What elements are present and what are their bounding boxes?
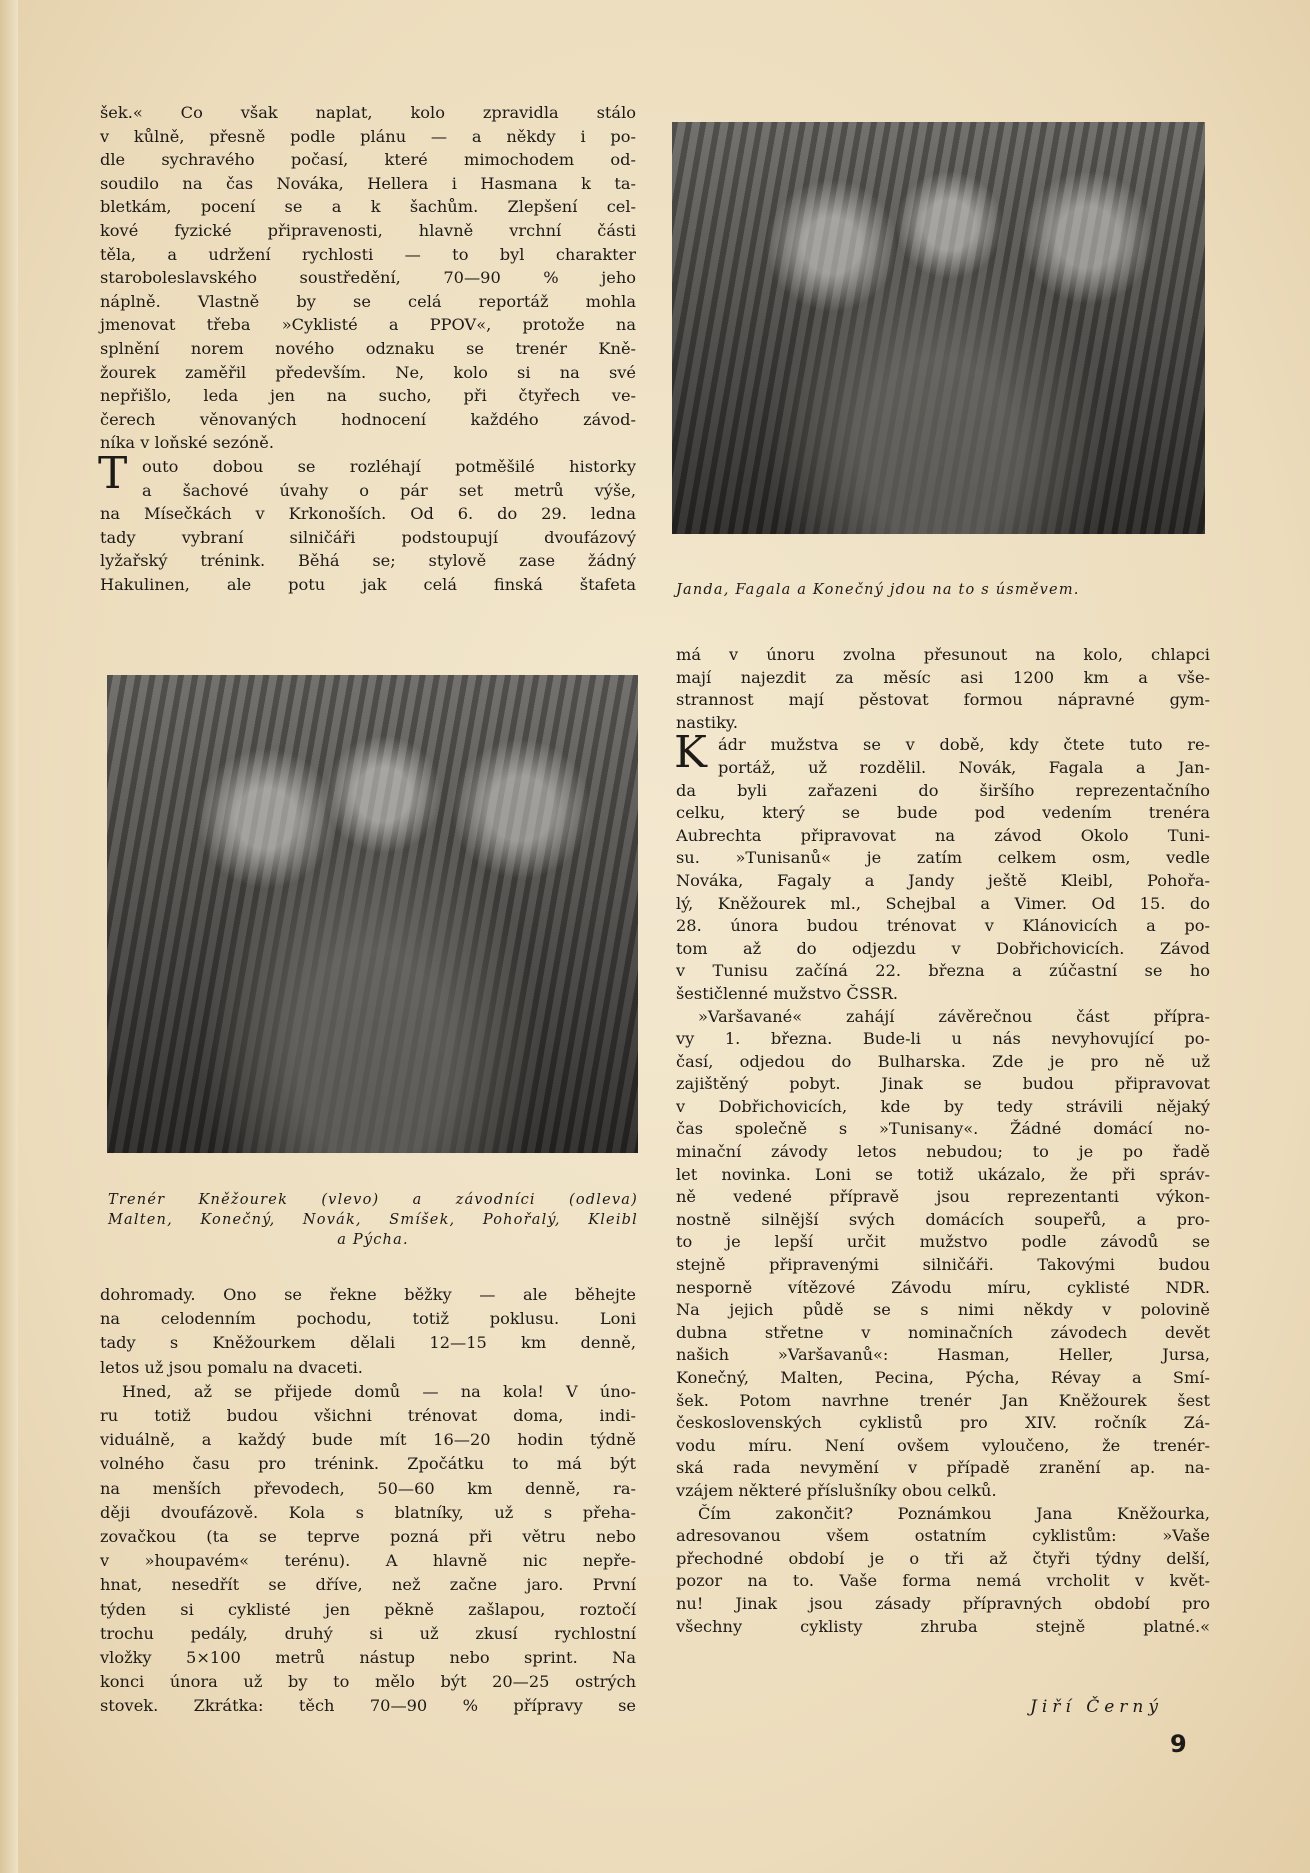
text-line: šek. Potom navrhne trenér Jan Kněžourek šest: [676, 1390, 1210, 1410]
text-line: žourek zaměřil především. Ne, kolo si na své: [100, 362, 636, 382]
text-line: nesporně vítězové Závodu míru, cyklisté NDR.: [676, 1277, 1210, 1297]
text-line: vodu míru. Není ovšem vyloučeno, že trenér-: [676, 1435, 1210, 1455]
text-line: stovek. Zkrátka: těch 70—90 % přípravy se: [100, 1696, 636, 1716]
text-line: adresovanou všem ostatním cyklistům: »Vaše: [676, 1526, 1210, 1546]
drop-cap: K: [674, 727, 707, 779]
text-line: staroboleslavského soustředění, 70—90 % jeho: [100, 268, 636, 288]
text-line: čas společně s »Tunisany«. Žádné domácí no-: [676, 1119, 1210, 1139]
page-number: 9: [1170, 1730, 1187, 1758]
text-line: celku, který se bude pod vedením trenéra: [676, 803, 1210, 823]
left-column-bottom: [100, 1283, 636, 1719]
paragraph: [98, 447, 636, 597]
text-line: soudilo na čas Nováka, Hellera i Hasmana k ta-: [100, 173, 636, 193]
text-line: su. »Tunisanů« je zatím celkem osm, vedle: [676, 848, 1210, 868]
text-line: ská rada nevymění v případě zranění ap. na-: [676, 1458, 1210, 1478]
text-line: níka v loňské sezóně.: [100, 433, 274, 453]
text-line: stejně připravenými silničáři. Takovými budou: [676, 1255, 1210, 1275]
photo-caption-left: [108, 1190, 638, 1250]
text-line: konci února už by to mělo být 20—25 ostrých: [100, 1672, 636, 1692]
photo-trainer-and-riders: [107, 675, 638, 1153]
text-line: lyžařský trénink. Běhá se; stylově zase žádný: [100, 551, 636, 571]
text-line: Na jejich půdě se s nimi někdy v polovině: [676, 1300, 1210, 1320]
text-line: Hned, až se přijede domů — na kola! V úno-: [122, 1381, 636, 1401]
text-line: mají najezdit za měsíc asi 1200 km a vše-: [676, 667, 1210, 687]
text-line: let novinka. Loni se totiž ukázalo, že při správ-: [676, 1164, 1210, 1184]
text-line: dle sychravého počasí, které mimochodem od-: [100, 150, 636, 170]
paragraph: [100, 1283, 636, 1380]
paragraph: [100, 1380, 636, 1719]
text-line: da byli zařazeni do širšího reprezentačního: [676, 780, 1210, 800]
text-line: dubna střetne v nominačních závodech devět: [676, 1322, 1210, 1342]
text-line: čerech věnovaných hodnocení každého závod-: [100, 409, 636, 429]
text-line: nostně silnější svých domácích soupeřů, a pro-: [676, 1209, 1210, 1229]
text-line: dohromady. Ono se řekne běžky — ale běhejte: [100, 1285, 636, 1304]
text-line: má v únoru zvolna přesunout na kolo, chlapci: [676, 645, 1210, 664]
text-line: lý, Kněžourek ml., Schejbal a Vimer. Od 15. do: [676, 893, 1210, 913]
text-line: nepřišlo, leda jen na sucho, při čtyřech ve-: [100, 386, 636, 406]
text-line: minační závody letos nebudou; to je po řadě: [676, 1142, 1210, 1162]
text-line: bletkám, pocení se a k šachům. Zlepšení cel-: [100, 197, 636, 217]
paragraph: [100, 101, 636, 455]
paragraph: [676, 1006, 1210, 1503]
text-line: zovačkou (ta se teprve pozná při větru nebo: [100, 1527, 636, 1547]
author-signature: Jiří Černý: [1030, 1697, 1163, 1717]
text-line: outo dobou se rozléhají potměšilé historky: [142, 456, 636, 476]
text-line: to je lepší určit mužstvo podle závodů se: [676, 1232, 1210, 1252]
text-line: ně vedené přípravě jsou reprezentanti výkon-: [676, 1187, 1210, 1207]
text-line: a šachové úvahy o pár set metrů výše,: [142, 480, 636, 500]
text-line: Aubrechta připravovat na závod Okolo Tuni-: [676, 825, 1210, 845]
text-line: strannost mají pěstovat formou nápravné gym-: [676, 690, 1210, 710]
text-line: našich »Varšavanů«: Hasman, Heller, Jursa,: [676, 1345, 1210, 1365]
drop-cap: T: [98, 447, 128, 499]
text-line: ději dvoufázově. Kola s blatníky, už s přeha-: [100, 1502, 636, 1522]
photo-cyclists-walking: [672, 122, 1205, 534]
text-line: pozor na to. Vaše forma nemá vrcholit v květ-: [676, 1571, 1210, 1591]
paragraph: [676, 644, 1210, 734]
text-line: letos už jsou pomalu na dvaceti.: [100, 1357, 363, 1377]
text-line: tom až do odjezdu v Dobřichovicích. Závod: [676, 938, 1210, 958]
binding-edge: [0, 0, 18, 1873]
text-line: tady vybraní silničáři podstoupují dvoufázový: [100, 527, 636, 547]
caption-line: Trenér Kněžourek (vlevo) a závodníci (odleva): [108, 1192, 638, 1208]
text-line: československých cyklistů pro XIV. ročník Zá-: [676, 1413, 1210, 1433]
text-line: v kůlně, přesně podle plánu — a někdy i po-: [100, 126, 636, 146]
text-line: šek.« Co však naplat, kolo zpravidla stálo: [100, 103, 636, 122]
text-line: jmenovat třeba »Cyklisté a PPOV«, protože na: [100, 315, 636, 335]
text-line: Konečný, Malten, Pecina, Pýcha, Révay a Smí-: [676, 1368, 1210, 1387]
text-line: náplně. Vlastně by se celá reportáž mohla: [100, 291, 636, 311]
text-line: kové fyzické připravenosti, hlavně vrchní části: [100, 220, 636, 240]
text-line: na Mísečkách v Krkonoších. Od 6. do 29. ledna: [100, 504, 636, 524]
text-line: tady s Kněžourkem dělali 12—15 km denně,: [100, 1333, 636, 1353]
text-line: trochu pedály, druhý si už zkusí rychlostní: [100, 1623, 636, 1643]
paragraph: [674, 727, 1210, 1005]
left-column-top: [100, 101, 636, 596]
caption-line: Malten, Konečný, Novák, Smíšek, Pohořalý, Kleibl: [108, 1212, 638, 1228]
paragraph: [676, 1503, 1210, 1639]
text-line: v Dobřichovicích, kde by tedy strávili nějaký: [676, 1096, 1210, 1116]
text-line: na menších převodech, 50—60 km denně, ra-: [100, 1478, 636, 1498]
text-line: Čím zakončit? Poznámkou Jana Kněžourka,: [698, 1503, 1210, 1523]
text-line: nu! Jinak jsou zásady přípravných období pro: [676, 1593, 1210, 1613]
text-line: přechodné období je o tři až čtyři týdny delší,: [676, 1548, 1210, 1568]
text-line: na celodenním pochodu, totiž poklusu. Loni: [100, 1309, 636, 1329]
text-line: Nováka, Fagaly a Jandy ještě Kleibl, Pohořa-: [676, 870, 1210, 890]
text-line: volného času pro trénink. Zpočátku to má být: [100, 1454, 636, 1474]
text-line: zajištěný pobyt. Jinak se budou připravovat: [676, 1074, 1210, 1094]
text-line: šestičlenné mužstvo ČSSR.: [676, 983, 899, 1003]
text-line: ru totiž budou všichni trénovat doma, indi-: [100, 1406, 636, 1426]
caption-line: a Pýcha.: [337, 1232, 409, 1248]
text-line: vzájem některé příslušníky obou celků.: [676, 1480, 997, 1500]
text-line: hnat, nesedřít se dříve, než začne jaro. První: [100, 1575, 636, 1595]
text-line: těla, a udržení rychlosti — to byl charakter: [100, 244, 636, 264]
text-line: »Varšavané« zahájí závěrečnou část přípra-: [698, 1006, 1210, 1026]
text-line: portáž, už rozdělil. Novák, Fagala a Jan-: [718, 757, 1210, 777]
text-line: vložky 5×100 metrů nástup nebo sprint. Na: [100, 1648, 636, 1668]
text-line: nastiky.: [676, 712, 739, 732]
text-line: vy 1. března. Bude-li u nás nevyhovující po-: [676, 1029, 1210, 1049]
text-line: v »houpavém« terénu). A hlavně nic nepře-: [100, 1551, 636, 1571]
photo-caption-top-right: Janda, Fagala a Konečný jdou na to s úsměvem.: [676, 582, 1080, 598]
text-line: časí, odjedou do Bulharska. Zde je pro ně už: [676, 1051, 1210, 1071]
text-line: Hakulinen, ale potu jak celá finská štafeta: [100, 574, 636, 594]
text-line: viduálně, a každý bude mít 16—20 hodin týdně: [100, 1430, 636, 1450]
text-line: 28. února budou trénovat v Klánovicích a po-: [676, 916, 1210, 936]
text-line: v Tunisu začíná 22. března a zúčastní se ho: [676, 961, 1210, 981]
right-column: [676, 644, 1210, 1638]
text-line: týden si cyklisté jen pěkně zašlapou, roztočí: [100, 1599, 636, 1619]
text-line: splnění norem nového odznaku se trenér Kně-: [100, 338, 636, 358]
text-line: ádr mužstva se v době, kdy čtete tuto re-: [718, 735, 1210, 755]
text-line: všechny cyklisty zhruba stejně platné.«: [676, 1616, 1210, 1636]
